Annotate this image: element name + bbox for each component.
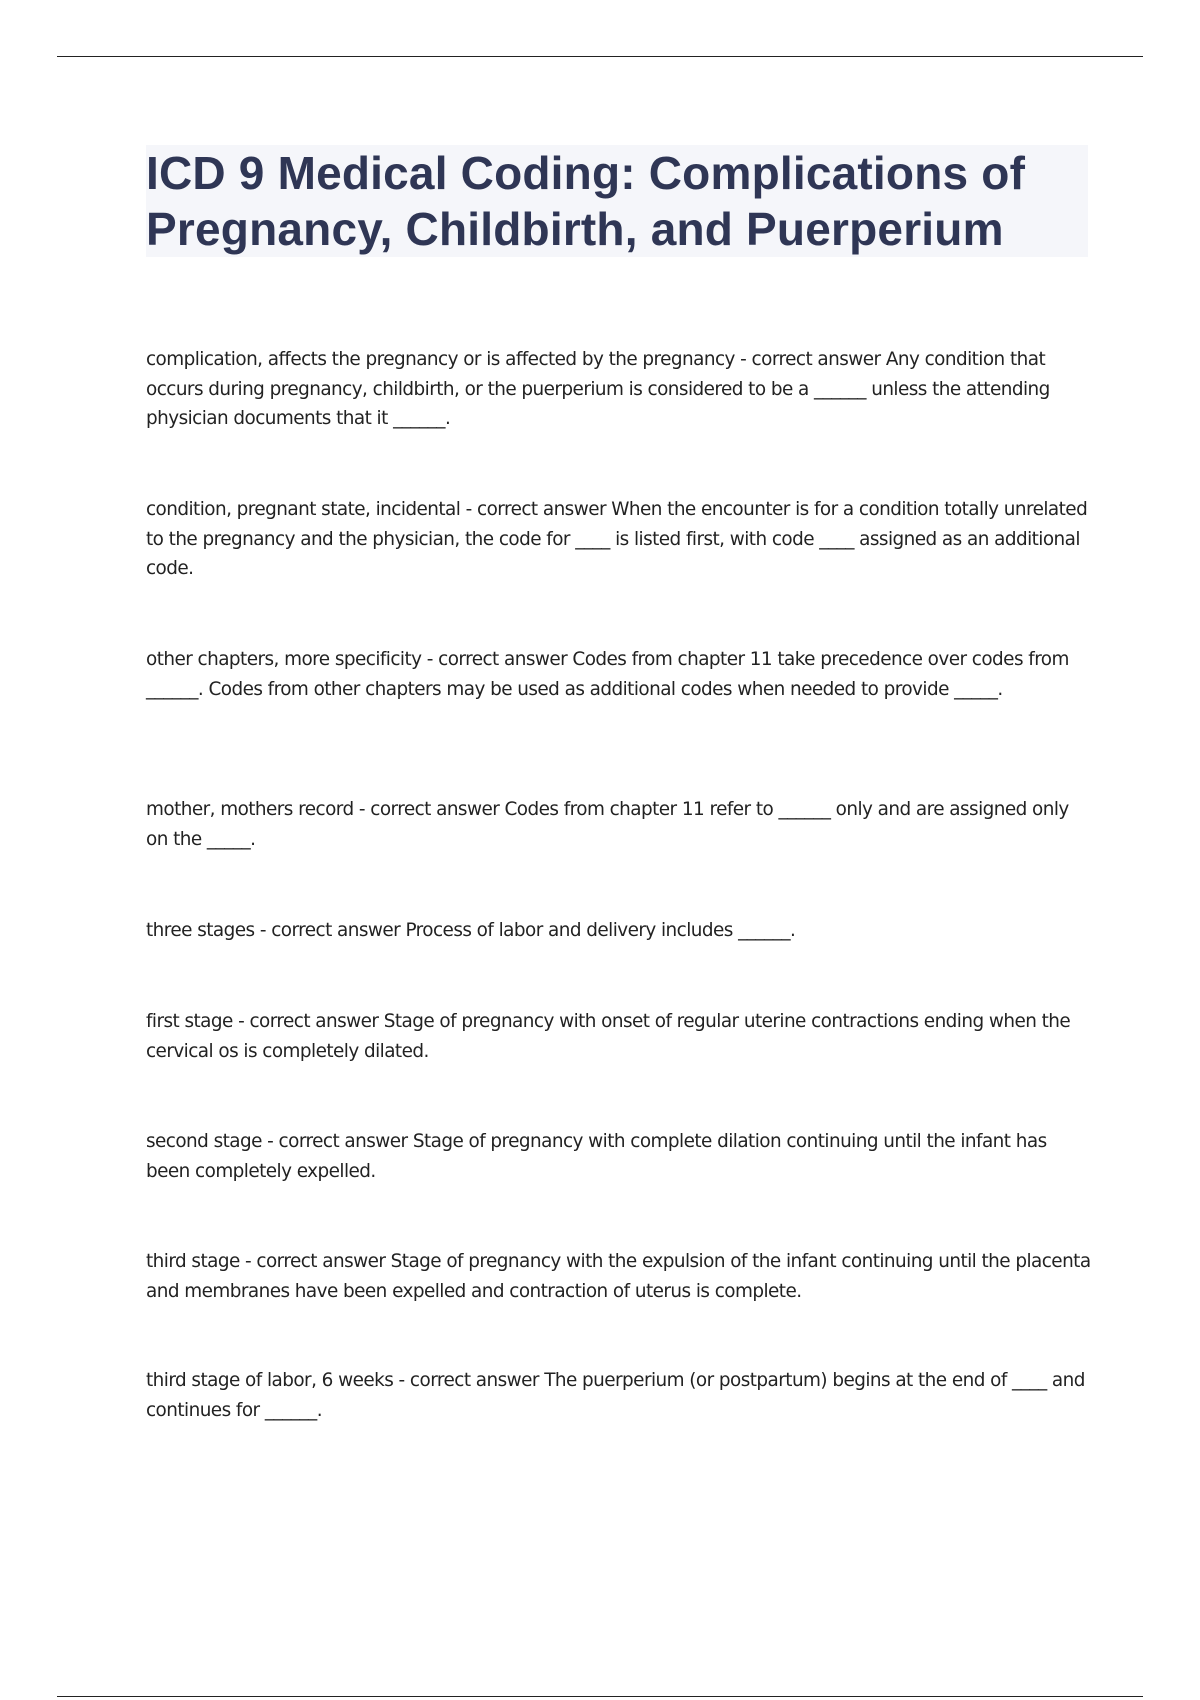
qa-item: condition, pregnant state, incidental - correct answer When the encounter is for a condition totally unrelated to the pregnancy and the physician, the code for ____ is listed first, with code ____ assigned as an additional code.: [146, 499, 1088, 579]
qa-item: third stage of labor, 6 weeks - correct answer The puerperium (or postpartum) begins at the end of ____ and continues for ______.: [146, 1370, 1085, 1421]
qa-item: mother, mothers record - correct answer Codes from chapter 11 refer to ______ only and are assigned only on the _____.: [146, 799, 1069, 850]
header-rule: [57, 56, 1143, 57]
qa-item: three stages - correct answer Process of labor and delivery includes ______.: [146, 920, 796, 941]
qa-item: complication, affects the pregnancy or is affected by the pregnancy - correct answer Any condition that occurs during pregnancy, childbirth, or the puerperium is considered to be a ______ unless the attending physician documents that it ______.: [146, 349, 1050, 429]
qa-item: third stage - correct answer Stage of pregnancy with the expulsion of the infant continuing until the placenta and membranes have been expelled and contraction of uterus is complete.: [146, 1251, 1091, 1302]
footer-rule: [57, 1696, 1143, 1697]
qa-item: second stage - correct answer Stage of pregnancy with complete dilation continuing until the infant has been completely expelled.: [146, 1131, 1047, 1182]
document-title: ICD 9 Medical Coding: Complications of Pregnancy, Childbirth, and Puerperium: [146, 147, 1026, 255]
qa-item: other chapters, more specificity - correct answer Codes from chapter 11 take precedence over codes from ______. Codes from other chapters may be used as additional codes when needed to provide _____.: [146, 649, 1069, 700]
title-block: [146, 145, 1088, 257]
qa-item: first stage - correct answer Stage of pregnancy with onset of regular uterine contractions ending when the cervical os is completely dilated.: [146, 1011, 1071, 1062]
